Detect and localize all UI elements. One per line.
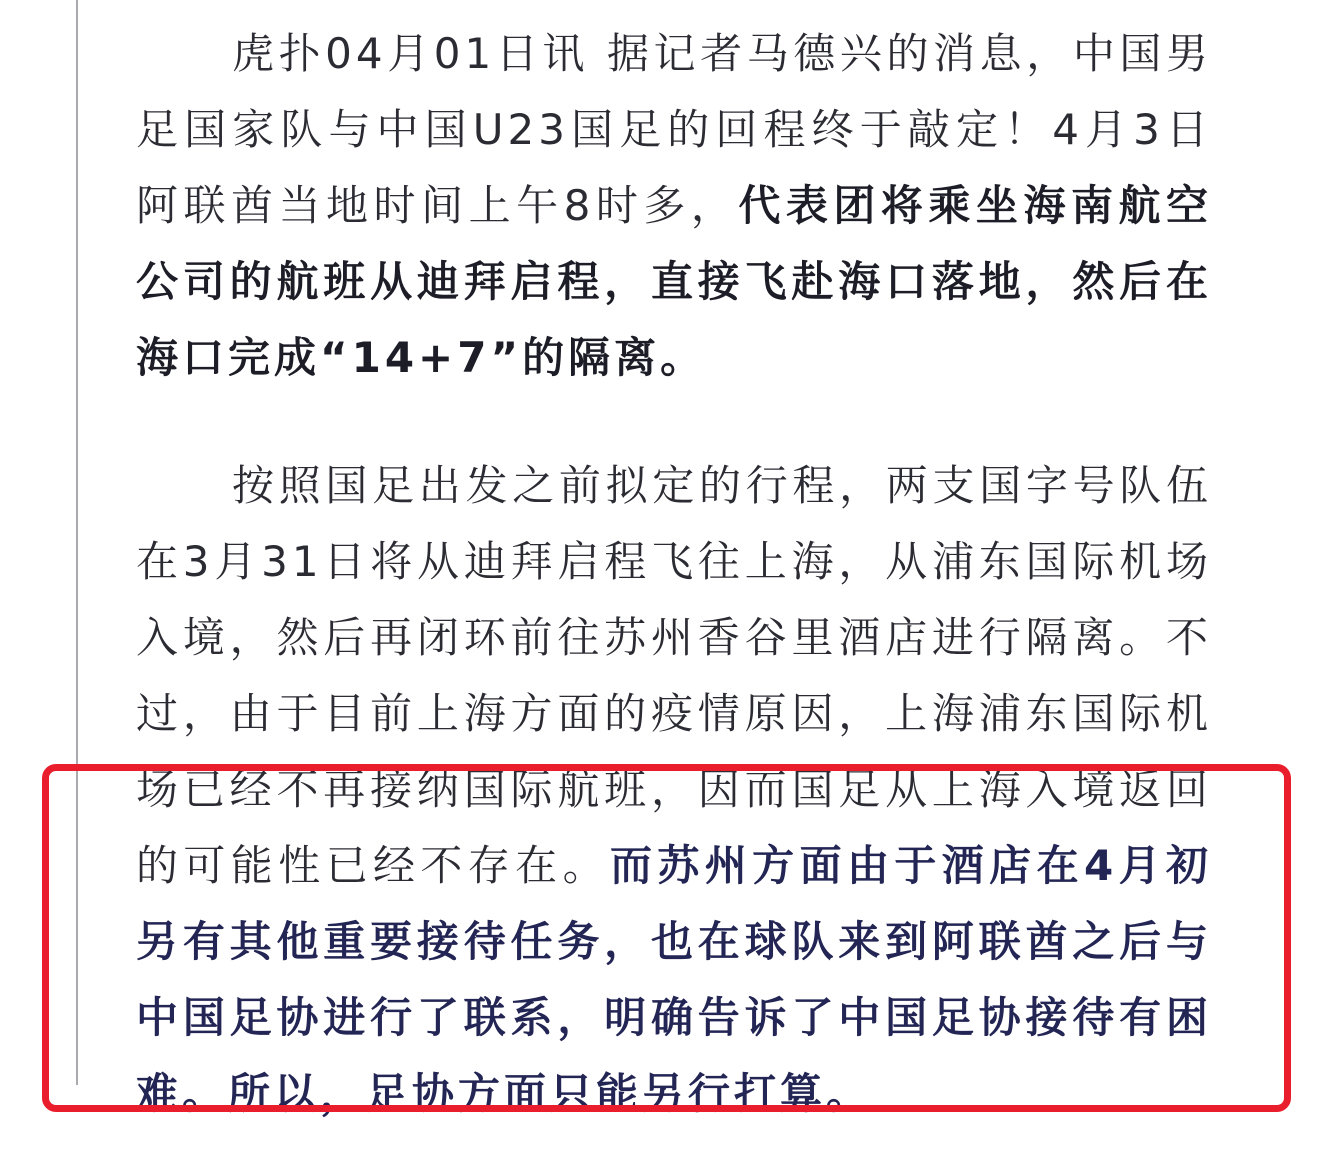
paragraph-2-text: 按照国足出发之前拟定的行程，两支国字号队伍在3月31日将从迪拜启程飞往上海，从浦东国际机场入境，然后再闭环前往苏州香谷里酒店进行隔离。不过，由于目前上海方面的疫情原因，上海浦东国际机场已经不再接纳国际航班，因而国足从上海入境返回的可能性已经不存在。 [136,461,1212,890]
paragraph-original-plan [136,448,1212,1132]
paragraph-1-bold-text: 代表团将乘坐海南航空公司的航班从迪拜启程，直接飞赴海口落地，然后在海口完成“14+7”的隔离。 [136,181,1212,382]
paragraph-2-highlighted-text: 而苏州方面由于酒店在4月初另有其他重要接待任务，也在球队来到阿联酋之后与中国足协进行了联系，明确告诉了中国足协接待有困难。所以，足协方面只能另行打算。 [136,841,1212,1118]
paragraph-flight-arrangement [136,16,1212,396]
news-article-excerpt [136,16,1212,1132]
paragraph-1-text: 虎扑04月01日讯 据记者马德兴的消息，中国男足国家队与中国U23国足的回程终于敲定！4月3日阿联酋当地时间上午8时多， [136,29,1212,230]
quote-margin-line [76,0,78,1085]
